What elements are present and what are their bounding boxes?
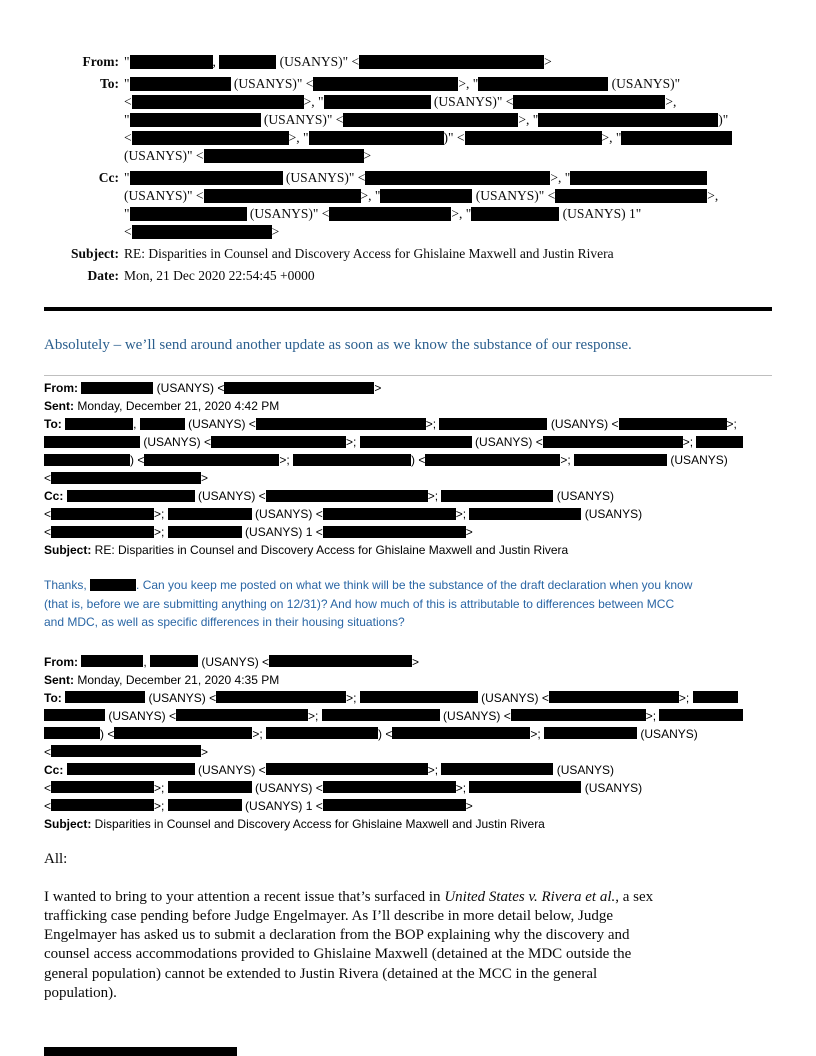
body-paragraph: I wanted to bring to your attention a recent issue that’s surfaced in United States v. Rivera et al., a sex trafficking case pending before Judge Engelmayer. As I’ll describe in more detail below, Judge Engelmayer has asked us to submit a declaration from the BOP explaining why the discovery and counsel access accommodations provided to Ghislaine Maxwell (detained at the MDC outside the general population) cannot be extended to Justin Rivera (detained at the MCC in the general population). [44,888,654,1001]
header-label: Subject: [71,246,119,261]
redaction-box [51,472,201,484]
redaction-box [204,189,361,203]
redaction-box [570,171,707,185]
redaction-box [329,207,451,221]
redaction-box [266,727,378,739]
redaction-box [266,763,428,775]
header-value: " , (USANYS)" < > [124,54,552,69]
redaction-box [359,55,544,69]
redaction-box [130,113,261,127]
separator-thick [44,307,772,311]
redaction-box [256,418,426,430]
redaction-box [441,763,553,775]
redaction-box [51,745,201,757]
redaction-box [343,113,518,127]
redaction-box [323,781,456,793]
redaction-box [51,781,154,793]
email-header-top [44,53,772,285]
redaction-box [696,436,743,448]
header-row [44,267,772,285]
header-label: To: [99,76,119,91]
redaction-box [44,709,105,721]
header-label: Cc: [98,170,119,185]
email2-header [44,379,772,559]
header-label: From: [82,54,119,69]
redaction-box [360,691,478,703]
header-field-line: < >; (USANYS) 1 < > [44,525,473,539]
redaction-box [323,799,466,811]
redaction-box [313,77,458,91]
redaction-box [65,418,133,430]
redaction-box [65,691,145,703]
header-value: " (USANYS)" < >, " (USANYS)" < >, " (USANYS)" < >, " (USANYS)" < >, " (USANYS) 1" < > [124,170,719,239]
header-field-line: (USANYS) < >; (USANYS) < >; [44,707,772,725]
header-field-line: < > [44,744,209,759]
header-value: " (USANYS)" < >, " (USANYS)" < >, " (USANYS)" < >, " (USANYS)" < >, " )" < >, " )" < >, " (USANYS)" < > [119,75,772,165]
reply-note: Absolutely – we’ll send around another update as soon as we know the substance of our response. [44,337,632,353]
redaction-box [130,77,231,91]
redaction-box [130,207,247,221]
header-row [44,169,772,241]
redaction-box [471,207,559,221]
redaction-box [144,454,279,466]
redaction-box [51,799,154,811]
redaction-box [224,382,374,394]
redaction-box [81,655,143,667]
header-field-line: Subject: Disparities in Counsel and Discovery Access for Ghislaine Maxwell and Justin Rivera [44,816,545,831]
header-value: RE: Disparities in Counsel and Discovery Access for Ghislaine Maxwell and Justin Rivera [124,246,614,261]
redaction-box-cutoff [44,1047,237,1056]
header-row [44,75,772,165]
header-field-line: Cc: (USANYS) < >; (USANYS) [44,762,615,777]
header-row [44,245,772,263]
redaction-box [44,436,140,448]
redaction-box [67,490,195,502]
redaction-box [51,508,154,520]
header-field-line: To: , (USANYS) < >; (USANYS) < >; [44,417,737,431]
redaction-box [441,490,553,502]
redaction-box [211,436,346,448]
redaction-box [513,95,665,109]
header-field-line: < >; (USANYS) < >; (USANYS) [44,507,643,521]
header-label: Date: [87,268,119,283]
redaction-box [322,709,440,721]
header-field-line: From: , (USANYS) < > [44,654,420,669]
redaction-box [465,131,602,145]
redaction-box [469,508,581,520]
redaction-box [219,55,276,69]
redaction-box [150,655,198,667]
redaction-box [132,95,304,109]
email3-header [44,653,772,833]
redaction-box [309,131,444,145]
redaction-box [44,454,130,466]
redaction-box [67,763,195,775]
redaction-box [168,526,242,538]
redaction-box [439,418,547,430]
redaction-box [324,95,431,109]
redaction-box [293,454,411,466]
header-value: Mon, 21 Dec 2020 22:54:45 +0000 [124,268,315,283]
redaction-box [44,727,100,739]
header-field-line: ) < >; ) < >; (USANYS) [44,451,772,469]
email2-body-text: Thanks, . Can you keep me posted on what we think will be the substance of the draft declaration when you know (that is, before we are submitting anything on 12/31)? And how much of this is attributable to differences between MCC and MDC, as well as specific differences in their housing situations? [44,578,693,629]
header-field-line: ) < >; ) < >; (USANYS) [44,725,772,743]
header-field-line: < > [44,471,209,485]
redaction-box [130,171,283,185]
redaction-box [619,418,727,430]
redaction-box [365,171,550,185]
redaction-box [323,508,456,520]
redaction-box [425,454,560,466]
redaction-box [266,490,428,502]
redaction-box [469,781,581,793]
redaction-box [555,189,707,203]
header-field-line: (USANYS) < >; (USANYS) < >; [44,433,772,451]
redaction-box [51,526,154,538]
redaction-box [621,131,732,145]
redaction-box [574,454,667,466]
redaction-box [269,655,412,667]
redaction-box [380,189,472,203]
redaction-box [360,436,472,448]
redaction-box [543,436,683,448]
redaction-box [140,418,185,430]
redaction-box [544,727,637,739]
redaction-box [114,727,252,739]
redaction-box [176,709,308,721]
header-field-line: < >; (USANYS) < >; (USANYS) [44,780,643,795]
redaction-box [132,225,272,239]
redaction-box [693,691,738,703]
salutation: All: [44,850,68,867]
redaction-box [204,149,364,163]
redaction-box [90,579,136,591]
redaction-box [478,77,608,91]
header-field-line: < >; (USANYS) 1 < > [44,798,473,813]
redaction-box [216,691,346,703]
header-field-line: Subject: RE: Disparities in Counsel and Discovery Access for Ghislaine Maxwell and Justin Rivera [44,543,569,557]
redaction-box [130,55,213,69]
separator-thin [44,375,772,376]
header-field-line: Sent: Monday, December 21, 2020 4:35 PM [44,672,280,687]
redaction-box [659,709,743,721]
redaction-box [168,508,252,520]
redaction-box [132,131,289,145]
header-field-line: Sent: Monday, December 21, 2020 4:42 PM [44,399,280,413]
header-field-line: To: (USANYS) < >; (USANYS) < >; [44,689,772,707]
redaction-box [323,526,466,538]
redaction-box [392,727,530,739]
header-row [44,53,772,71]
header-field-line: Cc: (USANYS) < >; (USANYS) [44,489,615,503]
header-field-line: From: (USANYS) < > [44,381,382,395]
redaction-box [538,113,718,127]
redaction-box [549,691,679,703]
redaction-box [168,799,242,811]
redaction-box [511,709,646,721]
redaction-box [168,781,252,793]
redaction-box [81,382,153,394]
